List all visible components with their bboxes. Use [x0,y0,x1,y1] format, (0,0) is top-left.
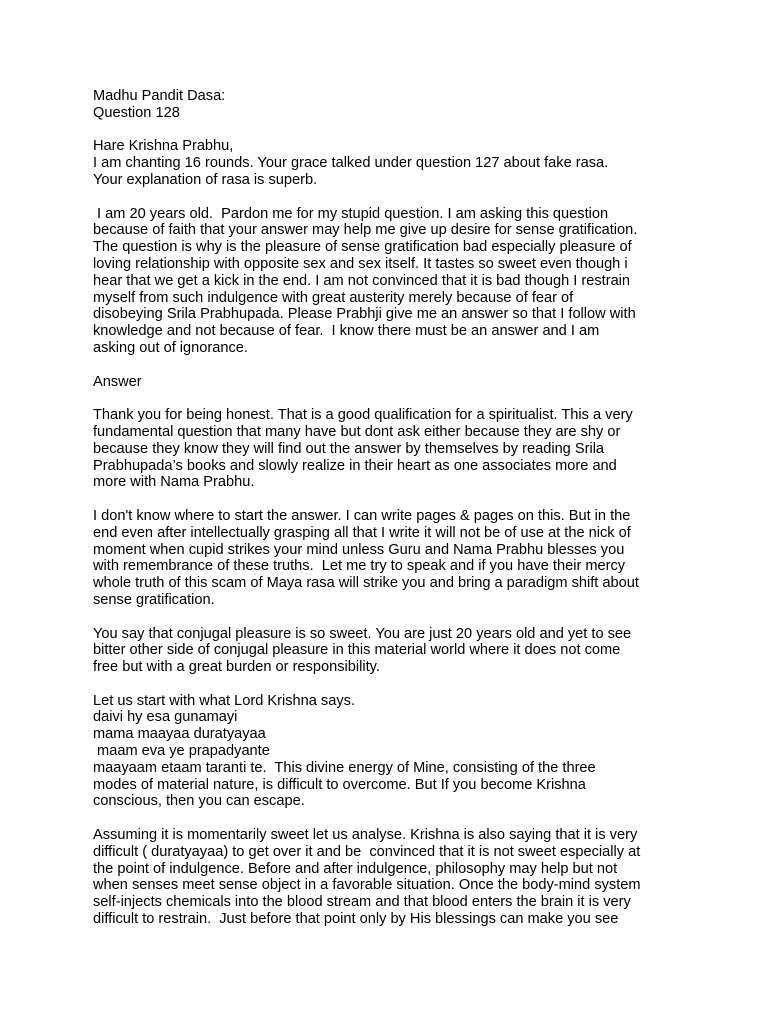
text-line: bitter other side of conjugal pleasure in this material world where it does not come [93,642,621,659]
text-line: when senses meet sense object in a favorable situation. Once the body-mind system [93,877,641,894]
verse-paragraph [93,693,693,811]
text-line: knowledge and not because of fear. I know there must be an answer and I am [93,323,600,340]
author-line: Madhu Pandit Dasa: [93,88,226,104]
question-paragraph [93,206,693,357]
verse-line: maam eva ye prapadyante [93,743,270,760]
text-line: whole truth of this scam of Maya rasa will strike you and bring a paradigm shift about [93,575,639,592]
answer-paragraph-2 [93,508,693,609]
answer-heading [93,374,693,391]
text-line: because of faith that your answer may help me give up desire for sense gratification. [93,222,638,239]
answer-paragraph-1 [93,407,693,491]
text-line: with remembrance of these truths. Let me try to speak and if you have their mercy [93,558,626,575]
text-line: more with Nama Prabhu. [93,474,255,491]
text-line: loving relationship with opposite sex and sex itself. It tastes so sweet even though i [93,255,628,272]
answer-paragraph-3 [93,626,693,676]
text-line: because they know they will find out the answer by themselves by reading Srila [93,440,605,457]
text-line: I don't know where to start the answer. I can write pages & pages on this. But in the [93,507,631,524]
text-line: difficult to restrain. Just before that point only by His blessings can make you see [93,911,619,928]
header-block [93,88,693,122]
text-line: You say that conjugal pleasure is so sweet. You are just 20 years old and yet to see [93,625,632,642]
verse-line: mama maayaa duratyayaa [93,726,266,743]
text-line: The question is why is the pleasure of sense gratification bad especially pleasure of [93,239,632,256]
text-line: sense gratification. [93,591,215,608]
text-line: Your explanation of rasa is superb. [93,171,318,188]
text-line: myself from such indulgence with great austerity merely because of fear of [93,289,574,306]
text-line: Thank you for being honest. That is a good qualification for a spiritualist. This a very [93,407,633,424]
text-line: Assuming it is momentarily sweet let us analyse. Krishna is also saying that it is very [93,827,638,844]
text-line: Let us start with what Lord Krishna says. [93,692,355,709]
text-line: end even after intellectually grasping all that I write it will not be of use at the nick of [93,524,631,541]
text-line: disobeying Srila Prabhupada. Please Prabhji give me an answer so that I follow with [93,306,636,323]
document-page [93,88,693,945]
text-line: I am chanting 16 rounds. Your grace talked under question 127 about fake rasa. [93,155,609,172]
text-line: I am 20 years old. Pardon me for my stupid question. I am asking this question [93,205,609,222]
text-line: asking out of ignorance. [93,339,248,356]
text-line: free but with a great burden or responsibility. [93,659,380,676]
greeting-paragraph [93,138,693,188]
text-line: Prabhupada’s books and slowly realize in their heart as one associates more and [93,457,617,474]
text-line: self-injects chemicals into the blood stream and that blood enters the brain it is very [93,894,631,911]
text-line: Answer [93,373,142,390]
question-number: Question 128 [93,104,180,121]
text-line: Hare Krishna Prabhu, [93,138,234,155]
verse-line: maayaam etaam taranti te. This divine energy of Mine, consisting of the three [93,759,596,776]
text-line: moment when cupid strikes your mind unless Guru and Nama Prabhu blesses you [93,541,625,558]
text-line: hear that we get a kick in the end. I am not convinced that it is bad though I restrain [93,272,631,289]
text-line: modes of material nature, is difficult to overcome. But If you become Krishna [93,776,586,793]
text-line: fundamental question that many have but dont ask either because they are shy or [93,423,621,440]
text-line: conscious, then you can escape. [93,793,305,810]
verse-line: daivi hy esa gunamayi [93,709,238,726]
text-line: the point of indulgence. Before and after indulgence, philosophy may help but not [93,860,618,877]
text-line: difficult ( duratyayaa) to get over it and be convinced that it is not sweet especially at [93,843,641,860]
answer-paragraph-4 [93,827,693,928]
